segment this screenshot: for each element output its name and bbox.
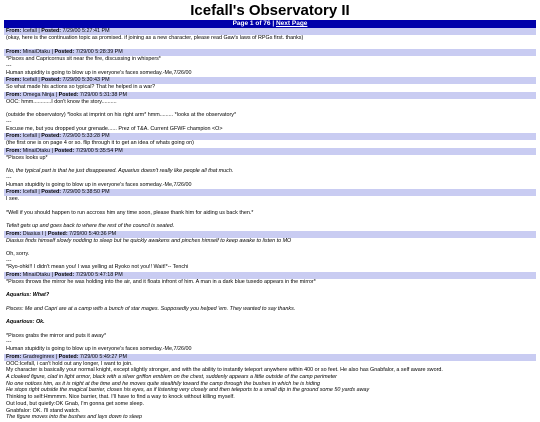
post-line [6,216,534,223]
from-label: From: [6,353,23,360]
post-header [4,133,536,140]
post-line: --- [6,62,12,69]
page-title: Icefall's Observatory II [190,2,350,19]
post-line: *Pisces looks up* [6,154,48,161]
post-timestamp: 7/29/00 5:31:38 PM [79,91,127,98]
post-line [6,203,534,210]
post-line: --- [6,174,12,181]
post-line [6,286,534,293]
post-line: (outside the observatory) *looks at imprint on his right arm* hmm......... *looks at the observatory* [6,112,237,119]
from-label: From: [6,189,23,196]
post-line: Aquarious: Ok. [6,319,45,326]
post-author: Icefall [22,133,37,140]
post-header [4,148,536,155]
post-line: Gnabfalor: OK. I'll stand watch. [6,407,81,414]
post-line: (okay, here is the continuation topic as promised. if joining as a new character, please read Gaw's laws of RPGs first. thanks) [6,34,304,41]
post-line: *Pisces and Capricornus sit near the fire, discussing in whispers* [6,56,161,63]
post-header [4,189,536,196]
post-timestamp: 7/29/00 5:35:54 PM [75,147,123,154]
from-label: From: [6,133,23,140]
post-header [4,92,536,99]
post-author: MinaiOtaku [22,49,51,56]
post-header [4,354,536,361]
post-line: Excuse me, but you dropped your grenade...... Prez of T&A. Current GFWF champion <O> [6,125,223,132]
posted-label: Posted: [54,147,76,154]
post-timestamp: 7/29/00 5:28:39 PM [75,49,123,56]
post-timestamp: 7/29/00 5:49:27 PM [79,353,127,360]
post-author: Diasius I [22,230,44,237]
post-body [4,84,536,92]
post-line: A cloaked figure, clad in light armor, black with a silver griffon emblem on the chest, suddenly appears a little outside of the camp perimeter [6,374,337,381]
separator: | [50,272,55,279]
separator: | [36,28,42,34]
post-line: *Ryo-ohki!! I didn't mean you! I was yelling at Ryoko not you!! Wait!*-- Tenchi [6,264,189,271]
post-line: No one notices him, as it is night at the time and he moves quite stealthily toward the camp through the bushes in which he is hiding [6,380,321,387]
post-author: Gradreginrex [22,353,55,360]
post-body [4,279,536,354]
separator: | [36,189,42,196]
post-author: Icefall [22,77,37,84]
post-header [4,49,536,56]
posted-label: Posted: [54,272,76,279]
post-line: Human stupidity is going to blow up in everyone's faces someday.-Me,7/26/00 [6,181,192,188]
post-line [6,162,534,169]
post-timestamp: 7/29/00 5:33:28 PM [62,133,110,140]
post-line [6,299,534,306]
post-line [6,244,534,251]
post-line: Out loud, but quietly:OK Gnab, I'm gonna get some sleep. [6,400,144,407]
post-line: (the first one is on page 4 or so. flip through it to get an idea of whats going on) [6,140,194,147]
from-label: From: [6,272,23,279]
post-body [4,196,536,230]
post-line [6,313,534,320]
post-author: Icefall [22,28,37,34]
post-timestamp: 7/29/00 5:40:36 PM [69,230,117,237]
post-header [4,231,536,238]
post-line: --- [6,118,12,125]
posted-label: Posted: [41,28,63,34]
from-label: From: [6,28,23,34]
post-line: *Pisces throws the mirror he was holding into the air, and it floats infront of him. A man in a dark blue tuxedo appears in the mirror* [6,279,316,286]
next-page-link[interactable]: Next Page [275,20,308,27]
separator: | [36,77,42,84]
post-timestamp: 7/29/00 5:27:41 PM [62,28,110,34]
post-timestamp: 7/29/00 5:38:50 PM [62,189,110,196]
post-author: Omega Ninja [22,91,55,98]
from-label: From: [6,230,23,237]
post-line: Human stupidity is going to blow up in everyone's faces someday.-Me,7/26/00 [6,69,192,76]
post-line: He stops right outside the magical barrier, closes his eyes, as if listening very closely and then teleports to a small dip in the ground some 50 yards away [6,387,370,394]
post-body [4,140,536,148]
post-line: --- [6,257,12,264]
post-line [6,106,534,113]
post-line: *Well if you should happen to run accross him any time soon, please thank him for aiding us back then.* [6,209,254,216]
post-author: Icefall [22,189,37,196]
post-line [6,326,534,333]
posted-label: Posted: [58,91,80,98]
post-line: --- [6,339,12,346]
separator: | [50,147,55,154]
post-line: *Pisces grabs the mirror and puts it away* [6,332,107,339]
post-line: OOC: hmm............I don't know the story.......... [6,98,117,105]
post-body [4,99,536,134]
separator: | [54,353,59,360]
post-line: My character is basically your normal knight, except slightly stronger, and with the ability to instantly teleport anywhere within 400 or so feet. He also has Gnabfalor, a self aware sword. [6,367,443,374]
post-header [4,77,536,84]
post-line: Thinking to self:Hmmmm. Nice barrier, that. I'll have to find a way to knock without killing myself. [6,394,235,401]
posted-label: Posted: [41,133,63,140]
from-label: From: [6,49,23,56]
posts-list [4,28,536,422]
pager-bar [4,20,536,28]
post-body [4,56,536,77]
separator: | [36,133,42,140]
separator: | [43,230,48,237]
posted-label: Posted: [41,77,63,84]
post-body [4,35,536,49]
post-line: Tefeit gets up and goes back to where the rest of the council is seated. [6,223,175,230]
posted-label: Posted: [58,353,80,360]
pager-text: Page 1 of 76 | [232,20,276,27]
from-label: From: [6,147,23,154]
post-body [4,155,536,190]
from-label: From: [6,77,23,84]
posted-label: Posted: [54,49,76,56]
post-body [4,238,536,273]
separator: | [50,49,55,56]
post-author: MinaiOtaku [22,272,51,279]
posted-label: Posted: [41,189,63,196]
post-header [4,272,536,279]
posted-label: Posted: [47,230,70,237]
post-line: Human stupidity is going to blow up in everyone's faces someday.-Me,7/26/00 [6,346,192,353]
post-timestamp: 7/29/00 5:47:18 PM [75,272,123,279]
from-label: From: [6,91,23,98]
post-line: The figure moves into the bushes and lays down to sleep [6,414,143,421]
post-line: I see. [6,196,20,203]
post-body [4,361,536,422]
post-line: Diasius finds himself slowly nodding to sleep but he quickly awakens and pinches himself to keep awake to listen to MO [6,237,292,244]
post-line: Oh, sorry. [6,251,30,258]
post-line: No, the typical part is that he just disappeared. Aquarius doesn't really like people all that much. [6,168,234,175]
post-timestamp: 7/29/00 5:30:43 PM [62,77,110,84]
post-author: MinaiOtaku [22,147,51,154]
post-line: So what made his actions so typical? That he helped in a war? [6,84,156,91]
post-line: OOC:Icefall, i can't hold out any longer, I want to join. [6,360,133,367]
post-line [6,42,534,49]
post-header [4,28,536,35]
post-line: Pisces: Me and Capri are at a camp with a bunch of star mages. Supposedly you helped 'em. They wanted to say thanks. [6,305,296,312]
post-line: Aquarius: What? [6,292,50,299]
separator: | [54,91,59,98]
